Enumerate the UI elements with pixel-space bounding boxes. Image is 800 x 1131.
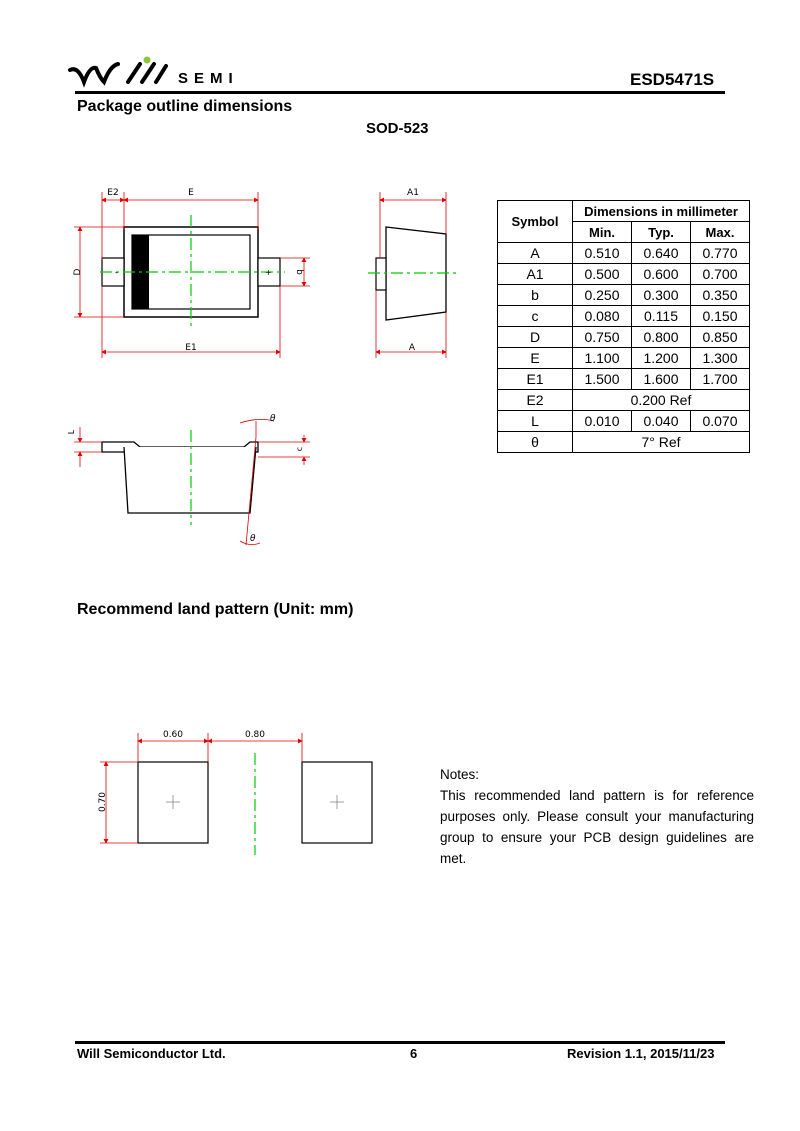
cell-symbol: D	[498, 327, 573, 348]
cell-symbol: A1	[498, 264, 573, 285]
cell-typ: 0.115	[632, 306, 691, 327]
cell-symbol: E	[498, 348, 573, 369]
table-row	[498, 348, 750, 369]
table-row	[498, 369, 750, 390]
header-symbol: Symbol	[498, 201, 573, 243]
table-row	[498, 411, 750, 432]
cell-max: 1.300	[691, 348, 750, 369]
footer-page-number: 6	[410, 1046, 418, 1061]
dimension-table	[497, 200, 750, 453]
land-pattern-drawing	[90, 725, 390, 860]
cell-symbol: L	[498, 411, 573, 432]
dim-pad-height: 0.70	[98, 791, 108, 813]
cell-min: 0.750	[573, 327, 632, 348]
cell-symbol: E1	[498, 369, 573, 390]
package-name: SOD-523	[366, 120, 429, 137]
dim-label-c: c	[295, 446, 304, 452]
header-rule	[75, 91, 725, 94]
cell-min: 0.010	[573, 411, 632, 432]
cell-max: 0.850	[691, 327, 750, 348]
cell-max: 0.150	[691, 306, 750, 327]
notes-heading: Notes:	[440, 767, 480, 782]
cell-max: 0.700	[691, 264, 750, 285]
cell-symbol: A	[498, 243, 573, 264]
cell-typ: 1.200	[632, 348, 691, 369]
cell-symbol: c	[498, 306, 573, 327]
cell-min: 1.500	[573, 369, 632, 390]
cell-max: 0.770	[691, 243, 750, 264]
notes-block	[440, 764, 754, 869]
dim-pad-width: 0.60	[162, 730, 184, 740]
footer-rule	[75, 1041, 725, 1044]
cell-typ: 0.040	[632, 411, 691, 432]
cell-min: 0.500	[573, 264, 632, 285]
dim-label-d: D	[73, 268, 83, 276]
header-min: Min.	[573, 222, 632, 243]
cell-typ: 0.800	[632, 327, 691, 348]
side-view-drawing	[360, 180, 470, 370]
dim-label-a1: A1	[407, 188, 419, 198]
dim-label-l: L	[67, 429, 76, 435]
cell-typ: 0.300	[632, 285, 691, 306]
part-number: ESD5471S	[630, 70, 715, 89]
cell-span: 0.200 Ref	[573, 390, 750, 411]
dim-label-a: A	[408, 343, 416, 353]
cell-min: 0.250	[573, 285, 632, 306]
end-view-drawing	[60, 405, 320, 555]
dim-label-theta-bottom: θ	[250, 534, 256, 544]
cell-min: 1.100	[573, 348, 632, 369]
end-body	[124, 447, 256, 513]
header-dimensions: Dimensions in millimeter	[573, 201, 750, 222]
table-row	[498, 264, 750, 285]
footer-revision: Revision 1.1, 2015/11/23	[567, 1046, 715, 1061]
cell-span: 7° Ref	[573, 432, 750, 453]
cell-min: 0.510	[573, 243, 632, 264]
logo-wordmark: SEMI	[178, 70, 239, 87]
table-row	[498, 390, 750, 411]
dim-label-e: E	[188, 188, 194, 198]
cell-symbol: E2	[498, 390, 573, 411]
header-max: Max.	[691, 222, 750, 243]
cell-symbol: b	[498, 285, 573, 306]
cell-max: 0.350	[691, 285, 750, 306]
table-row	[498, 327, 750, 348]
dim-gap: 0.80	[244, 730, 266, 740]
section-title-package: Package outline dimensions	[77, 98, 293, 115]
cell-max: 0.070	[691, 411, 750, 432]
table-row	[498, 243, 750, 264]
cell-typ: 0.640	[632, 243, 691, 264]
anode-mark: +	[265, 268, 272, 277]
table-row	[498, 306, 750, 327]
dim-label-b: b	[294, 269, 304, 275]
table-row	[498, 432, 750, 453]
cell-typ: 1.600	[632, 369, 691, 390]
footer-company: Will Semiconductor Ltd.	[77, 1046, 226, 1061]
header-typ: Typ.	[632, 222, 691, 243]
cell-typ: 0.600	[632, 264, 691, 285]
side-lead	[376, 258, 386, 290]
cell-symbol: θ	[498, 432, 573, 453]
dim-label-e2: E2	[107, 188, 119, 198]
company-logo	[68, 56, 178, 88]
notes-body: This recommended land pattern is for reference purposes only. Please consult your manufacturing group to ensure your PCB design guidelines are met.	[440, 788, 754, 866]
cathode-mark: -	[115, 268, 118, 277]
cell-max: 1.700	[691, 369, 750, 390]
section-title-land-pattern: Recommend land pattern (Unit: mm)	[77, 601, 354, 618]
dim-label-theta-top: θ	[270, 414, 276, 424]
cell-min: 0.080	[573, 306, 632, 327]
table-row	[498, 285, 750, 306]
dim-label-e1: E1	[185, 343, 197, 353]
top-view-drawing	[60, 180, 320, 370]
